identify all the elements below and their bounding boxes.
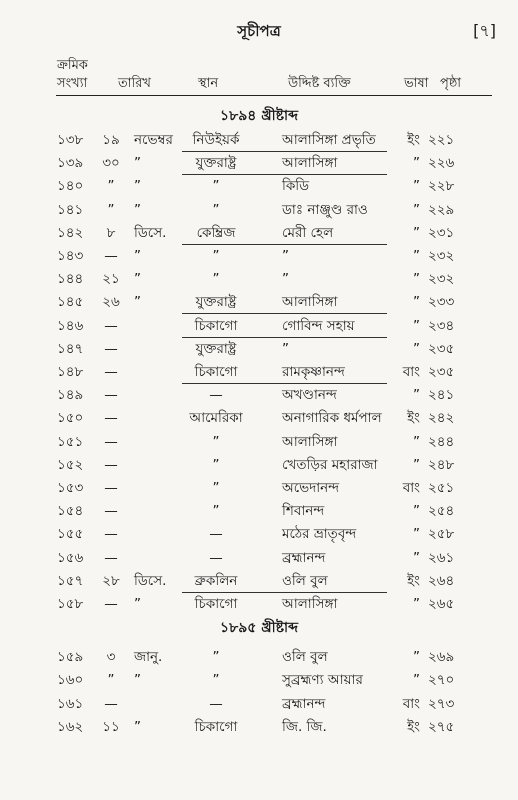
place-cell: —	[209, 695, 223, 712]
table-row	[0, 718, 518, 741]
page-cell: ২৭৫	[428, 719, 455, 736]
page-cell: ২৩২	[428, 248, 455, 264]
date-day-cell: ৩০	[102, 155, 120, 172]
page-cell: ২২৮	[428, 178, 455, 195]
serial-cell: ১৫৯	[57, 649, 84, 665]
date-day-cell: —	[104, 526, 118, 543]
date-day-cell: —	[104, 364, 118, 380]
date-day-cell: —	[104, 248, 118, 264]
serial-cell: ১৩৯	[57, 155, 84, 172]
place-cell: নিউইয়র্ক	[192, 132, 240, 148]
page-cell: ২৭০	[428, 672, 455, 689]
row-underline	[182, 244, 387, 245]
date-day-cell: —	[104, 340, 118, 357]
person-cell: খেতড়ির মহারাজা	[282, 456, 378, 473]
table-row	[0, 502, 518, 525]
date-day-cell: —	[104, 387, 118, 404]
person-cell: শিবানন্দ	[282, 503, 325, 520]
date-day-cell: ”	[107, 201, 115, 218]
place-cell: ”	[212, 672, 220, 689]
table-row	[0, 671, 518, 694]
place-cell: ”	[212, 201, 220, 218]
date-month-cell: ”	[134, 271, 141, 288]
language-cell: ”	[413, 549, 420, 566]
page-cell: ২৩২	[428, 271, 455, 288]
serial-cell: ১৫২	[57, 456, 84, 473]
language-cell: ”	[413, 456, 420, 473]
date-month-cell: ”	[134, 672, 141, 689]
place-cell: যুক্তরাষ্ট্র	[195, 340, 237, 357]
serial-cell: ১৪৬	[57, 317, 84, 334]
date-month-cell: ”	[134, 155, 141, 172]
place-cell: কেম্ব্রিজ	[196, 224, 236, 241]
date-day-cell: —	[104, 480, 118, 496]
place-cell: ”	[212, 178, 220, 195]
page-cell: ২৩৫	[428, 340, 455, 357]
table-row	[0, 177, 518, 200]
place-cell: চিকাগো	[194, 596, 238, 612]
person-cell: আলাসিঙ্গা প্রভৃতি	[282, 132, 376, 148]
page-cell: ২৩১	[428, 224, 455, 241]
table-row	[0, 479, 518, 502]
page-cell: ২৩৩	[428, 294, 455, 311]
person-cell: ”	[282, 248, 289, 264]
language-cell: ইং	[407, 132, 420, 148]
page-cell: ২৬৪	[428, 572, 455, 589]
date-month-cell: ”	[134, 248, 141, 264]
place-cell: ”	[212, 456, 220, 473]
language-cell: ”	[413, 294, 420, 311]
date-month-cell: ”	[134, 178, 141, 195]
page-cell: ২৬৯	[428, 649, 455, 665]
language-cell: ”	[413, 387, 420, 404]
serial-cell: ১৪১	[57, 201, 84, 218]
language-cell: ”	[413, 433, 420, 450]
serial-cell: ১৬০	[57, 672, 84, 689]
language-cell: ইং	[407, 572, 420, 589]
date-month-cell: ”	[134, 201, 141, 218]
table-row	[0, 224, 518, 247]
place-cell: চিকাগো	[194, 317, 238, 334]
table-row	[0, 648, 518, 671]
page-cell: ২৩৪	[428, 317, 455, 334]
col-header-serial-top: ক্রমিক	[57, 58, 88, 73]
language-cell: ”	[413, 649, 420, 665]
row-underline	[182, 313, 387, 314]
date-month-cell: ডিসে.	[134, 224, 167, 241]
language-cell: ”	[413, 672, 420, 689]
serial-cell: ১৪০	[57, 178, 84, 195]
person-cell: ওলি বুল	[282, 649, 328, 665]
serial-cell: ১৪৪	[57, 271, 84, 288]
col-header-page: পৃষ্ঠা	[440, 76, 462, 91]
page-cell: ২৭৩	[428, 695, 455, 712]
serial-cell: ১৫০	[57, 410, 84, 427]
date-day-cell: ৩	[106, 649, 116, 665]
table-row	[0, 317, 518, 340]
date-day-cell: —	[104, 456, 118, 473]
language-cell: ”	[413, 224, 420, 241]
table-row	[0, 293, 518, 316]
serial-cell: ১৫৬	[57, 549, 84, 566]
page-cell: ২২৯	[428, 201, 455, 218]
date-day-cell: ”	[107, 178, 115, 195]
serial-cell: ১৬১	[57, 695, 84, 712]
serial-cell: ১৫৩	[57, 480, 84, 496]
row-underline	[182, 383, 387, 384]
person-cell: ”	[282, 271, 289, 288]
person-cell: আলাসিঙ্গা	[282, 294, 338, 311]
place-cell: —	[209, 387, 223, 404]
language-cell: ”	[413, 248, 420, 264]
table-row	[0, 201, 518, 224]
language-cell: বাং	[402, 480, 420, 496]
date-day-cell: ১১	[102, 719, 120, 736]
table-row	[0, 340, 518, 363]
table-row	[0, 409, 518, 432]
person-cell: কিডি	[282, 178, 310, 195]
table-row	[0, 595, 518, 618]
place-cell: চিকাগো	[194, 719, 238, 736]
language-cell: ”	[413, 340, 420, 357]
language-cell: ”	[413, 526, 420, 543]
col-header-person: উদ্দিষ্ট ব্যক্তি	[288, 76, 351, 91]
row-underline	[182, 337, 387, 338]
person-cell: সুব্রহ্মণ্য আয়ার	[282, 672, 363, 689]
date-day-cell: —	[104, 549, 118, 566]
page-cell: ২৩৫	[428, 364, 455, 380]
page-cell: ২৫৮	[428, 526, 455, 543]
serial-cell: ১৪৯	[57, 387, 84, 404]
person-cell: ওলি বুল	[282, 572, 328, 589]
page-cell: ২২১	[428, 132, 455, 148]
serial-cell: ১৪৮	[57, 364, 84, 380]
serial-cell: ১৫৮	[57, 596, 84, 612]
serial-cell: ১৪৩	[57, 248, 84, 264]
language-cell: ”	[413, 201, 420, 218]
page-cell: ২৬১	[428, 549, 455, 566]
place-cell: ”	[212, 649, 220, 665]
person-cell: আলাসিঙ্গা	[282, 596, 338, 612]
page-cell: ২৫৪	[428, 503, 455, 520]
date-day-cell: ৮	[106, 224, 116, 241]
page-cell: ২৪১	[428, 387, 455, 404]
language-cell: ইং	[407, 410, 420, 427]
person-cell: ”	[282, 340, 289, 357]
person-cell: অখণ্ডানন্দ	[282, 387, 337, 404]
page-title: সূচীপত্র	[237, 22, 281, 40]
place-cell: ”	[212, 271, 220, 288]
date-month-cell: ডিসে.	[134, 572, 167, 589]
person-cell: জি. জি.	[282, 719, 327, 736]
person-cell: আলাসিঙ্গা	[282, 155, 338, 172]
language-cell: বাং	[402, 695, 420, 712]
place-cell: ব্রুকলিন	[194, 572, 238, 589]
date-day-cell: ২১	[102, 271, 120, 288]
date-day-cell: —	[104, 433, 118, 450]
person-cell: ডাঃ নাঞ্জুণ্ড রাও	[282, 201, 368, 218]
serial-cell: ১৫৪	[57, 503, 84, 520]
date-month-cell: ”	[134, 294, 141, 311]
table-row	[0, 695, 518, 718]
date-day-cell: —	[104, 503, 118, 520]
table-row	[0, 363, 518, 386]
serial-cell: ১৪৭	[57, 340, 84, 357]
person-cell: ব্রহ্মানন্দ	[282, 695, 326, 712]
col-header-language: ভাষা	[404, 76, 429, 91]
place-cell: ”	[212, 480, 220, 496]
place-cell: আমেরিকা	[189, 410, 243, 427]
serial-cell: ১৪৫	[57, 294, 84, 311]
person-cell: মেরী হেল	[282, 224, 334, 241]
page-cell: ২৫১	[428, 480, 455, 496]
date-month-cell: জানু.	[134, 649, 163, 665]
serial-cell: ১৬২	[57, 719, 84, 736]
person-cell: রামকৃষ্ণানন্দ	[282, 364, 345, 380]
place-cell: যুক্তরাষ্ট্র	[195, 155, 237, 172]
date-month-cell: ”	[134, 596, 141, 612]
place-cell: চিকাগো	[194, 364, 238, 380]
language-cell: বাং	[402, 364, 420, 380]
table-row	[0, 572, 518, 595]
page-cell: ২৬৫	[428, 596, 455, 612]
person-cell: ব্রহ্মানন্দ	[282, 549, 326, 566]
place-cell: ”	[212, 503, 220, 520]
person-cell: অভেদানন্দ	[282, 480, 340, 496]
row-underline	[182, 592, 387, 593]
page-cell: ২৪৮	[428, 456, 455, 473]
language-cell: ”	[413, 317, 420, 334]
date-month-cell: নভেম্বর	[134, 132, 173, 148]
row-underline	[182, 174, 387, 175]
table-row	[0, 433, 518, 456]
table-row	[0, 131, 518, 154]
person-cell: মঠের ভ্রাতৃবৃন্দ	[282, 526, 357, 543]
page-cell: ২২৬	[428, 155, 455, 172]
row-underline	[182, 151, 387, 152]
date-day-cell: ২৮	[102, 572, 120, 589]
serial-cell: ১৫১	[57, 433, 84, 450]
table-row	[0, 247, 518, 270]
serial-cell: ১৩৮	[57, 132, 84, 148]
person-cell: গোবিন্দ সহায়	[282, 317, 355, 334]
table-row	[0, 154, 518, 177]
date-day-cell: —	[104, 317, 118, 334]
date-day-cell: ”	[107, 672, 115, 689]
language-cell: ইং	[407, 719, 420, 736]
language-cell: ”	[413, 596, 420, 612]
col-header-date: তারিখ	[118, 76, 151, 91]
place-cell: যুক্তরাষ্ট্র	[195, 294, 237, 311]
date-day-cell: ১৯	[102, 132, 120, 148]
col-header-place: স্থান	[198, 76, 219, 91]
table-row	[0, 270, 518, 293]
serial-cell: ১৪২	[57, 224, 84, 241]
table-row	[0, 386, 518, 409]
language-cell: ”	[413, 503, 420, 520]
page-cell: ২৪৪	[428, 433, 455, 450]
date-day-cell: —	[104, 410, 118, 427]
person-cell: অনাগারিক ধর্মপাল	[282, 410, 382, 427]
place-cell: ”	[212, 433, 220, 450]
place-cell: —	[209, 549, 223, 566]
page-number: [৭]	[473, 21, 496, 40]
table-row	[0, 525, 518, 548]
place-cell: —	[209, 526, 223, 543]
date-day-cell: —	[104, 596, 118, 612]
place-cell: ”	[212, 248, 220, 264]
date-day-cell: —	[104, 695, 118, 712]
serial-cell: ১৫৭	[57, 572, 84, 589]
year-heading: ১৮৯৪ খ্রীষ্টাব্দ	[220, 108, 298, 124]
header-rule	[56, 95, 492, 96]
date-day-cell: ২৬	[102, 294, 120, 311]
year-heading: ১৮৯৫ খ্রীষ্টাব্দ	[220, 620, 298, 636]
col-header-serial-bottom: সংখ্যা	[57, 76, 88, 91]
language-cell: ”	[413, 178, 420, 195]
language-cell: ”	[413, 155, 420, 172]
language-cell: ”	[413, 271, 420, 288]
date-month-cell: ”	[134, 719, 141, 736]
table-row	[0, 456, 518, 479]
person-cell: আলাসিঙ্গা	[282, 433, 338, 450]
serial-cell: ১৫৫	[57, 526, 84, 543]
page-cell: ২৪২	[428, 410, 455, 427]
table-row	[0, 549, 518, 572]
